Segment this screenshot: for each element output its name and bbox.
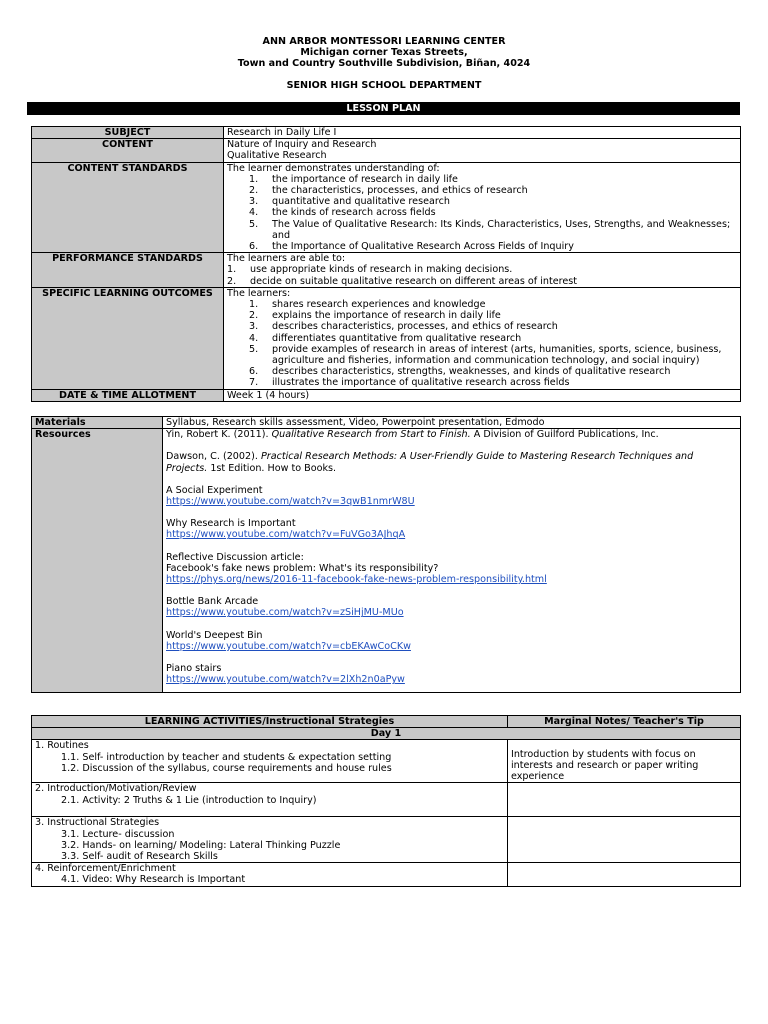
list-item: 6. describes characteristics, strengths, weaknesses, and kinds of qualitative research <box>249 366 671 378</box>
list-item: 7. illustrates the importance of qualitative research across fields <box>249 377 570 389</box>
outcomes-intro: The learners: <box>227 287 291 299</box>
list-item: 4. differentiates quantitative from qualitative research <box>249 332 522 344</box>
content-standards-value <box>224 162 741 253</box>
list-item: 2. decide on suitable qualitative research on different areas of interest <box>227 275 578 287</box>
materials-row <box>32 417 741 429</box>
resource-title: Reflective Discussion article: <box>166 551 304 563</box>
note-cell <box>508 783 741 817</box>
resources-label: Resources <box>32 429 163 693</box>
resource-title: World's Deepest Bin <box>166 629 263 641</box>
learning-outcomes-row <box>32 287 741 389</box>
activity-heading: 1. Routines <box>35 740 89 752</box>
note-cell <box>508 740 741 783</box>
activity-heading: 3. Instructional Strategies <box>35 817 160 829</box>
school-name: ANN ARBOR MONTESSORI LEARNING CENTER <box>262 36 506 47</box>
content-value <box>224 139 741 162</box>
content-row <box>32 139 741 162</box>
content-standards-intro: The learner demonstrates understanding of: <box>227 162 440 174</box>
day-row <box>32 728 741 740</box>
activities-header-row <box>32 716 741 728</box>
day-label: Day 1 <box>32 728 741 740</box>
reference-yin: Yin, Robert K. (2011). Qualitative Research from Start to Finish. A Division of Guilford Publications, Inc. <box>166 429 659 441</box>
school-header <box>0 36 768 70</box>
date-time-label: DATE & TIME ALLOTMENT <box>32 389 224 401</box>
lesson-plan-banner: LESSON PLAN <box>27 102 740 115</box>
content-standards-label: CONTENT STANDARDS <box>32 162 224 253</box>
activity-heading: 4. Reinforcement/Enrichment <box>35 863 176 875</box>
resource-link[interactable]: https://www.youtube.com/watch?v=FuVGo3AJhqA <box>166 529 406 541</box>
activity-row <box>32 817 741 863</box>
list-item: 4. the kinds of research across fields <box>249 207 436 219</box>
activity-subitem: 4.1. Video: Why Research is Important <box>61 874 246 886</box>
activity-subitem: 3.3. Self- audit of Research Skills <box>61 851 218 863</box>
activity-cell <box>32 783 508 817</box>
activity-row <box>32 783 741 817</box>
reference-dawson: Dawson, C. (2002). Practical Research Methods: A User-Friendly Guide to Mastering Research Techniques and Projects. 1st Edition. How to Books. <box>166 451 694 474</box>
resources-row <box>32 429 741 693</box>
resource-title: Piano stairs <box>166 663 222 675</box>
performance-standards-value <box>224 253 741 288</box>
resource-link[interactable]: https://www.youtube.com/watch?v=cbEKAwCoCKw <box>166 640 411 652</box>
activity-subitem: 2.1. Activity: 2 Truths & 1 Lie (introduction to Inquiry) <box>61 794 317 806</box>
note-cell <box>508 863 741 886</box>
activity-cell <box>32 817 508 863</box>
activity-cell <box>32 863 508 886</box>
list-item: 5. provide examples of research in areas of interest (arts, humanities, sports, science, business, agriculture and fisheries, information and communication technology, and social inquiry) <box>249 343 722 367</box>
resource-title: Bottle Bank Arcade <box>166 596 259 608</box>
materials-table <box>31 416 741 693</box>
activities-column-header: LEARNING ACTIVITIES/Instructional Strategies <box>32 716 508 728</box>
teacher-note: Introduction by students with focus on interests and research or paper writing experience <box>511 748 699 782</box>
activity-subitem: 3.2. Hands- on learning/ Modeling: Lateral Thinking Puzzle <box>61 839 341 851</box>
performance-intro: The learners are able to: <box>227 253 346 265</box>
learning-outcomes-label: SPECIFIC LEARNING OUTCOMES <box>32 287 224 389</box>
learning-outcomes-value <box>224 287 741 389</box>
subject-label: SUBJECT <box>32 127 224 139</box>
date-time-value: Week 1 (4 hours) <box>224 389 741 401</box>
resources-value <box>163 429 741 693</box>
performance-standards-row <box>32 253 741 288</box>
activity-subitem: 1.1. Self- introduction by teacher and students & expectation setting <box>61 751 392 763</box>
materials-label: Materials <box>32 417 163 429</box>
list-item: 2. explains the importance of research in daily life <box>249 310 501 322</box>
activities-table <box>31 715 741 887</box>
activity-row <box>32 863 741 886</box>
resource-title: A Social Experiment <box>166 484 263 496</box>
list-item: 3. describes characteristics, processes, and ethics of research <box>249 321 558 333</box>
date-time-row <box>32 389 741 401</box>
note-cell <box>508 817 741 863</box>
list-item: 1. use appropriate kinds of research in making decisions. <box>227 264 513 276</box>
resource-link[interactable]: https://www.youtube.com/watch?v=3qwB1nmrW8U <box>166 496 415 508</box>
school-address-line2: Town and Country Southville Subdivision, Biñan, 4024 <box>237 58 531 70</box>
list-item: 1. the importance of research in daily life <box>249 173 458 185</box>
school-address-line1: Michigan corner Texas Streets, <box>300 47 468 59</box>
activity-heading: 2. Introduction/Motivation/Review <box>35 783 197 795</box>
notes-column-header: Marginal Notes/ Teacher's Tip <box>508 716 741 728</box>
plan-overview-table <box>31 126 741 402</box>
content-item: Nature of Inquiry and Research <box>227 139 377 151</box>
subject-row <box>32 127 741 139</box>
activity-subitem: 3.1. Lecture- discussion <box>61 828 175 840</box>
list-item: 5. The Value of Qualitative Research: Its Kinds, Characteristics, Uses, Strengths, and Weaknesses; and <box>249 218 731 241</box>
content-standards-row <box>32 162 741 253</box>
resource-link[interactable]: https://www.youtube.com/watch?v=zSiHjMU-MUo <box>166 607 404 619</box>
list-item: 1. shares research experiences and knowledge <box>249 299 486 311</box>
content-label: CONTENT <box>32 139 224 162</box>
activity-cell <box>32 740 508 783</box>
activity-row <box>32 740 741 783</box>
resource-link[interactable]: https://phys.org/news/2016-11-facebook-fake-news-problem-responsibility.html <box>166 574 547 586</box>
performance-standards-label: PERFORMANCE STANDARDS <box>32 253 224 288</box>
activity-subitem: 1.2. Discussion of the syllabus, course requirements and house rules <box>61 762 392 774</box>
department-title: SENIOR HIGH SCHOOL DEPARTMENT <box>286 80 482 91</box>
subject-value: Research in Daily Life I <box>224 127 741 139</box>
list-item: 3. quantitative and qualitative research <box>249 196 450 208</box>
resource-title: Why Research is Important <box>166 518 296 530</box>
resource-link[interactable]: https://www.youtube.com/watch?v=2lXh2n0aPyw <box>166 674 405 686</box>
materials-value: Syllabus, Research skills assessment, Video, Powerpoint presentation, Edmodo <box>163 417 741 429</box>
list-item: 6. the Importance of Qualitative Research Across Fields of Inquiry <box>249 241 574 253</box>
resource-subtitle: Facebook's fake news problem: What's its responsibility? <box>166 562 439 574</box>
list-item: 2. the characteristics, processes, and ethics of research <box>249 185 528 197</box>
content-item: Qualitative Research <box>227 150 327 162</box>
